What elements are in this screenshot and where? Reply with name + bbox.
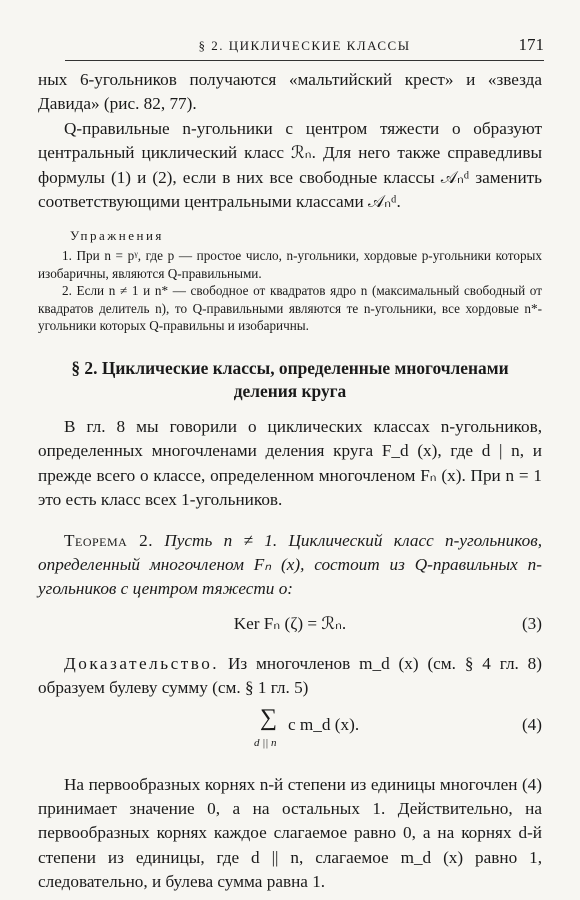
formula-3-number: (3) (521, 613, 542, 633)
formula-4-term: c m_d (x). (288, 714, 360, 734)
exercise-2: 2. Если n ≠ 1 и n* — свободное от квадратов ядро n (максимальный свободный от квадратов делитель n), то Q-правильными являются те n-угольники, все хордовые n*-угольники которых Q-правильны и изобаричны. (38, 283, 542, 334)
paragraph-1: ных 6-угольников получаются «мальтийский крест» и «звезда Давида» (рис. 82, 77). (38, 70, 542, 114)
formula-3-expression: Ker Fₙ (ζ) = ℛₙ. (233, 613, 347, 633)
sigma-subscript: d || n (254, 736, 277, 749)
paragraph-2: Q-правильные n-угольники с центром тяжести o образуют центральный циклический класс ℛₙ. Для него также справедливы формулы (1) и (2), если в них все свободные классы 𝒜ₙᵈ заменить соответствующими центральными классами 𝒜ₙᵈ. (38, 118, 542, 212)
exercises-heading: Упражнения (70, 228, 164, 244)
formula-3 (38, 610, 542, 644)
theorem-text: Пусть n ≠ 1. Циклический класс n-угольников, определенный многочленом Fₙ (x), состоит из Q-правильных n-угольников с центром тяжести o: (38, 530, 543, 599)
page-number: 171 (518, 35, 544, 54)
proof-label: Доказательство. (64, 653, 220, 673)
paragraph-3: В гл. 8 мы говорили о циклических классах n-угольников, определенных многочленами деления круга F_d (x), где d | n, и прежде всего о классе, определенном многочленом Fₙ (x). При n = 1 это есть класс всех 1-угольников. (38, 416, 542, 510)
section-title: § 2. Циклические классы, определенные многочленами деления круга (71, 357, 509, 401)
formula-4 (38, 705, 542, 757)
paragraph-4: На первообразных корнях n-й степени из единицы многочлен (4) принимает значение 0, а на остальных 1. Действительно, на первообразных корнях каждое слагаемое равно 0, а на корнях d-й степени из единицы, где d || n, слагаемое m_d (x) равно 1, следовательно, и булева сумма равна 1. (38, 774, 542, 892)
proof-text: Из многочленов m_d (x) (см. § 4 гл. 8) образуем булеву сумму (см. § 1 гл. 5) (38, 653, 543, 698)
formula-4-number: (4) (521, 714, 542, 734)
exercise-1: 1. При n = pᵞ, где p — простое число, n-угольники, хордовые p-угольники которых изобаричны, являются Q-правильными. (38, 248, 542, 281)
page-body (38, 68, 542, 895)
running-header (65, 30, 544, 61)
theorem-label: Теорема 2. (64, 530, 154, 550)
header-title: § 2. ЦИКЛИЧЕСКИЕ КЛАССЫ (198, 38, 411, 53)
proof-paragraph (38, 652, 542, 701)
theorem-2 (38, 529, 542, 602)
sigma-symbol: ∑ (260, 704, 278, 731)
